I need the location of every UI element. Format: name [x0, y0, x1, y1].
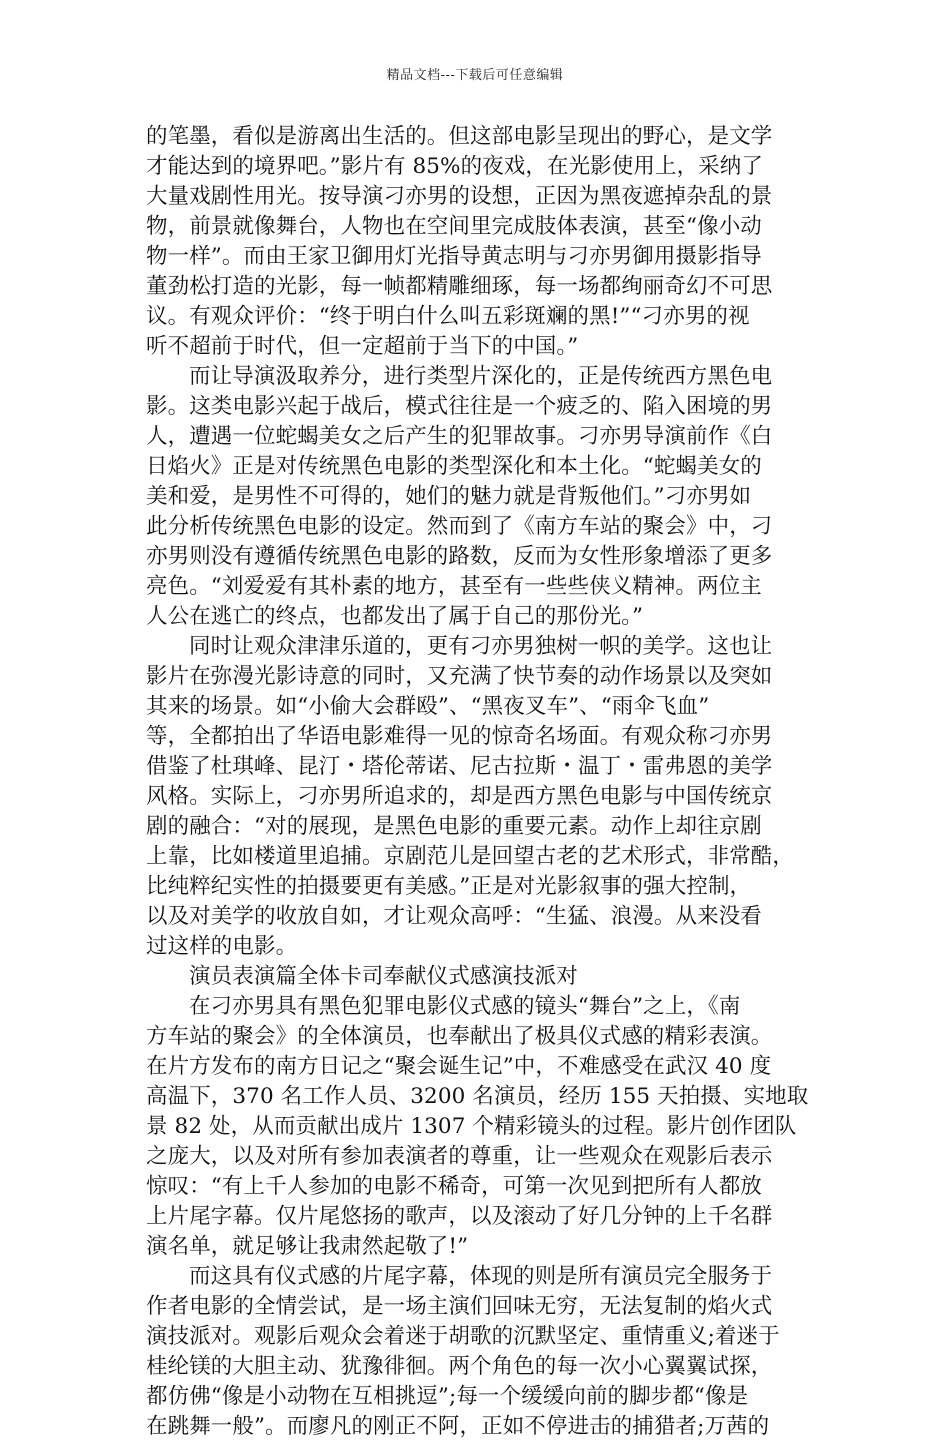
text-line: 惊叹：“有上千人参加的电影不稀奇，可第一次见到把所有人都放: [146, 1174, 762, 1199]
text-line: 剧的融合：“对的展现，是黑色电影的重要元素。动作上却往京剧: [146, 814, 762, 839]
text-line: 景 82 处，从而贡献出成片 1307 个精彩镜头的过程。影片创作团队: [146, 1114, 797, 1139]
text-line: 方车站的聚会》的全体演员，也奉献出了极具仪式感的精彩表演。: [146, 1024, 773, 1049]
paragraph: [146, 362, 811, 632]
text-line: 高温下，370 名工作人员、3200 名演员，经历 155 天拍摄、实地取: [146, 1084, 809, 1109]
paragraph: [146, 962, 811, 992]
text-line: 人，遭遇一位蛇蝎美女之后产生的犯罪故事。刁亦男导演前作《白: [146, 424, 773, 449]
text-line: 演技派对。观影后观众会着迷于胡歌的沉默坚定、重情重义;着迷于: [146, 1324, 780, 1349]
text-line: 大量戏剧性用光。按导演刁亦男的设想，正因为黑夜遮掉杂乱的景: [146, 184, 773, 209]
text-line: 演名单，就足够让我肃然起敬了!”: [146, 1234, 469, 1259]
page-header: 精品文档---下载后可任意编辑: [386, 68, 564, 83]
text-line: 之庞大，以及对所有参加表演者的尊重，让一些观众在观影后表示: [146, 1144, 773, 1169]
paragraph: [146, 992, 811, 1262]
text-line: 而这具有仪式感的片尾字幕，体现的则是所有演员完全服务于: [189, 1264, 773, 1289]
text-line: 等，全都拍出了华语电影难得一见的惊奇名场面。有观众称刁亦男: [146, 724, 773, 749]
paragraph: [146, 1262, 811, 1442]
text-line: 其来的场景。如“小偷大会群殴”、“黑夜叉车”、“雨伞飞血”: [146, 694, 710, 719]
text-line: 过这样的电影。: [146, 934, 298, 959]
text-line: 美和爱，是男性不可得的，她们的魅力就是背叛他们。”刁亦男如: [146, 484, 752, 509]
paragraph: [146, 122, 811, 362]
text-line: 亦男则没有遵循传统黑色电影的路数，反而为女性形象增添了更多: [146, 544, 773, 569]
text-line: 在片方发布的南方日记之“聚会诞生记”中，不难感受在武汉 40 度: [146, 1054, 772, 1079]
text-line: 此分析传统黑色电影的设定。然而到了《南方车站的聚会》中，刁: [146, 514, 773, 539]
text-line: 而让导演汲取养分，进行类型片深化的，正是传统西方黑色电: [189, 364, 773, 389]
document-body: [146, 122, 811, 1442]
text-line: 演员表演篇全体卡司奉献仪式感演技派对: [189, 964, 578, 989]
text-line: 上靠，比如楼道里追捕。京剧范儿是回望古老的艺术形式，非常酷，: [146, 844, 795, 869]
text-line: 风格。实际上，刁亦男所追求的，却是西方黑色电影与中国传统京: [146, 784, 773, 809]
text-line: 借鉴了杜琪峰、昆汀・塔伦蒂诺、尼古拉斯・温丁・雷弗恩的美学: [146, 754, 773, 779]
text-line: 在跳舞一般”。而廖凡的刚正不阿，正如不停进击的捕猎者;万茜的: [146, 1414, 770, 1439]
text-line: 才能达到的境界吧。”影片有 85%的夜戏，在光影使用上，采纳了: [146, 154, 763, 179]
text-line: 人公在逃亡的终点，也都发出了属于自己的那份光。”: [146, 604, 644, 629]
text-line: 物，前景就像舞台，人物也在空间里完成肢体表演，甚至“像小动: [146, 214, 762, 239]
text-line: 作者电影的全情尝试，是一场主演们回味无穷，无法复制的焰火式: [146, 1294, 773, 1319]
text-line: 影。这类电影兴起于战后，模式往往是一个疲乏的、陷入困境的男: [146, 394, 773, 419]
text-line: 的笔墨，看似是游离出生活的。但这部电影呈现出的野心，是文学: [146, 124, 773, 149]
text-line: 桂纶镁的大胆主动、犹豫徘徊。两个角色的每一次小心翼翼试探，: [146, 1354, 773, 1379]
text-line: 上片尾字幕。仅片尾悠扬的歌声，以及滚动了好几分钟的上千名群: [146, 1204, 773, 1229]
text-line: 议。有观众评价：“终于明白什么叫五彩斑斓的黑!”“刁亦男的视: [146, 304, 750, 329]
text-line: 听不超前于时代，但一定超前于当下的中国。”: [146, 334, 579, 359]
text-line: 比纯粹纪实性的拍摄要更有美感。”正是对光影叙事的强大控制，: [146, 874, 752, 899]
text-line: 以及对美学的收放自如，才让观众高呼：“生猛、浪漫。从来没看: [146, 904, 762, 929]
text-line: 同时让观众津津乐道的，更有刁亦男独树一帜的美学。这也让: [189, 634, 773, 659]
text-line: 亮色。“刘爱爱有其朴素的地方，甚至有一些些侠义精神。两位主: [146, 574, 762, 599]
paragraph: [146, 632, 811, 962]
text-line: 董劲松打造的光影，每一帧都精雕细琢，每一场都绚丽奇幻不可思: [146, 274, 773, 299]
text-line: 日焰火》正是对传统黑色电影的类型深化和本土化。“蛇蝎美女的: [146, 454, 762, 479]
text-line: 影片在弥漫光影诗意的同时，又充满了快节奏的动作场景以及突如: [146, 664, 773, 689]
text-line: 物一样”。而由王家卫御用灯光指导黄志明与刁亦男御用摄影指导: [146, 244, 762, 269]
text-line: 在刁亦男具有黑色犯罪电影仪式感的镜头“舞台”之上，《南: [189, 994, 741, 1019]
text-line: 都仿佛“像是小动物在互相挑逗”;每一个缓缓向前的脚步都“像是: [146, 1384, 749, 1409]
